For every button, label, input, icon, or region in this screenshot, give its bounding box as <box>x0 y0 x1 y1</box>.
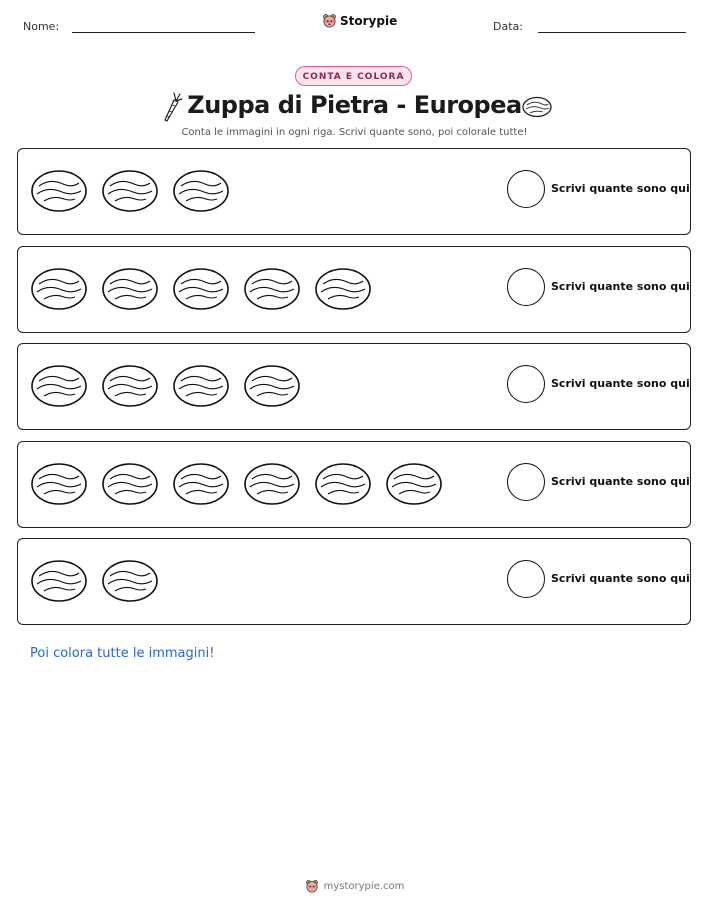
potato-icon <box>521 96 553 118</box>
answer-label: Scrivi quante sono qui <box>551 572 690 585</box>
potato-icon <box>30 462 88 506</box>
potato-icon <box>172 364 230 408</box>
potato-icon <box>101 364 159 408</box>
potato-icon <box>101 169 159 213</box>
potato-icon <box>172 462 230 506</box>
count-row <box>17 246 691 333</box>
potato-icon <box>243 364 301 408</box>
answer-label: Scrivi quante sono qui <box>551 377 690 390</box>
answer-circle[interactable] <box>507 463 545 501</box>
answer-circle[interactable] <box>507 170 545 208</box>
potato-icon <box>243 462 301 506</box>
count-row <box>17 441 691 528</box>
potato-icon <box>172 169 230 213</box>
potato-icon <box>385 462 443 506</box>
answer-circle[interactable] <box>507 560 545 598</box>
potato-icon <box>30 559 88 603</box>
potato-icon <box>30 267 88 311</box>
brand-name: Storypie <box>340 13 398 28</box>
count-row <box>17 148 691 235</box>
footer-site: mystorypie.com <box>323 880 405 892</box>
instructions: Conta le immagini in ogni riga. Scrivi quante sono, poi colorale tutte! <box>181 127 528 138</box>
count-row <box>17 538 691 625</box>
potato-icon <box>314 462 372 506</box>
potato-icon <box>101 559 159 603</box>
answer-circle[interactable] <box>507 365 545 403</box>
bear-logo-icon <box>305 879 319 893</box>
object-group <box>30 559 159 603</box>
potato-icon <box>101 462 159 506</box>
count-row <box>17 343 691 430</box>
brand-logo <box>322 13 397 28</box>
page-title: Zuppa di Pietra - Europea <box>187 91 522 119</box>
object-group <box>30 267 372 311</box>
object-group <box>30 462 443 506</box>
date-line[interactable] <box>538 32 686 33</box>
object-group <box>30 169 230 213</box>
potato-icon <box>30 364 88 408</box>
potato-icon <box>30 169 88 213</box>
potato-icon <box>172 267 230 311</box>
answer-label: Scrivi quante sono qui <box>551 182 690 195</box>
potato-icon <box>101 267 159 311</box>
name-label: Nome: <box>23 20 60 33</box>
activity-badge: CONTA E COLORA <box>295 66 412 86</box>
footer <box>0 879 709 893</box>
answer-circle[interactable] <box>507 268 545 306</box>
footer-note: Poi colora tutte le immagini! <box>30 646 215 661</box>
answer-label: Scrivi quante sono qui <box>551 279 690 293</box>
name-line[interactable] <box>72 32 255 33</box>
answer-label: Scrivi quante sono qui <box>551 474 690 488</box>
potato-icon <box>314 267 372 311</box>
object-group <box>30 364 301 408</box>
potato-icon <box>243 267 301 311</box>
bear-logo-icon <box>322 13 337 28</box>
date-label: Data: <box>493 20 523 33</box>
